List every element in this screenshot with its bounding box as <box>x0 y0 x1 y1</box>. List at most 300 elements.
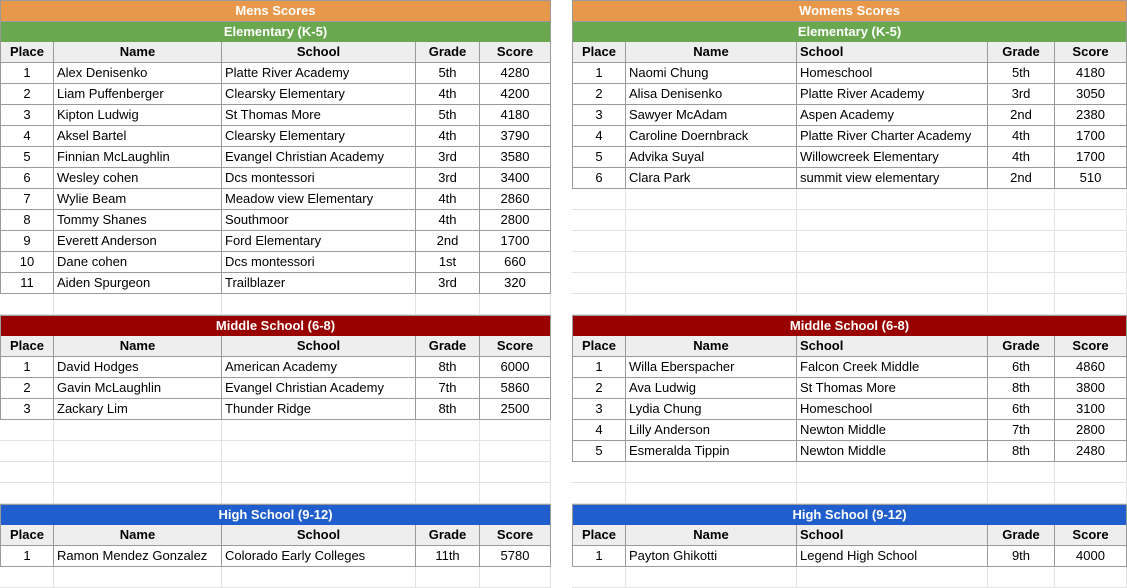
cell-name[interactable] <box>626 189 797 210</box>
cell-grade[interactable]: 4th <box>416 126 480 147</box>
cell-name[interactable]: Dane cohen <box>54 252 222 273</box>
cell-score[interactable]: 3790 <box>480 126 551 147</box>
cell-grade[interactable]: 4th <box>416 189 480 210</box>
cell-grade[interactable]: 3rd <box>416 168 480 189</box>
cell-name[interactable] <box>626 294 797 315</box>
column-header-grade[interactable]: Grade <box>416 336 480 357</box>
cell-name[interactable] <box>626 483 797 504</box>
cell-name[interactable]: David Hodges <box>54 357 222 378</box>
empty-row <box>0 420 551 441</box>
empty-row <box>0 567 551 588</box>
cell-school[interactable]: Homeschool <box>797 399 988 420</box>
empty-row <box>572 273 1127 294</box>
column-header-name[interactable]: Name <box>54 525 222 546</box>
cell-grade[interactable]: 7th <box>988 420 1055 441</box>
cell-school[interactable]: Homeschool <box>797 63 988 84</box>
cell-place[interactable]: 6 <box>0 168 54 189</box>
cell-score[interactable] <box>480 567 551 588</box>
cell-school[interactable]: Legend High School <box>797 546 988 567</box>
cell-score[interactable]: 3580 <box>480 147 551 168</box>
cell-grade[interactable]: 5th <box>416 105 480 126</box>
cell-score[interactable]: 3400 <box>480 168 551 189</box>
cell-school[interactable]: Southmoor <box>222 210 416 231</box>
table-row <box>572 126 1127 147</box>
cell-place[interactable]: 3 <box>0 105 54 126</box>
table-row <box>0 105 551 126</box>
cell-name[interactable]: Lilly Anderson <box>626 420 797 441</box>
cell-score[interactable] <box>1055 273 1127 294</box>
empty-row <box>0 294 551 315</box>
cell-name[interactable]: Ramon Mendez Gonzalez <box>54 546 222 567</box>
cell-score[interactable] <box>1055 189 1127 210</box>
cell-school[interactable]: Newton Middle <box>797 420 988 441</box>
cell-school[interactable]: American Academy <box>222 357 416 378</box>
cell-score[interactable] <box>1055 231 1127 252</box>
cell-score[interactable] <box>480 420 551 441</box>
cell-place[interactable] <box>572 231 626 252</box>
cell-name[interactable] <box>626 462 797 483</box>
cell-school[interactable]: Platte River Academy <box>222 63 416 84</box>
cell-school[interactable]: Ford Elementary <box>222 231 416 252</box>
cell-grade[interactable]: 6th <box>988 357 1055 378</box>
cell-place[interactable]: 7 <box>0 189 54 210</box>
cell-score[interactable] <box>1055 567 1127 588</box>
table-row <box>572 378 1127 399</box>
cell-grade[interactable]: 5th <box>416 63 480 84</box>
womens-elementary-title[interactable]: Elementary (K-5) <box>572 21 1127 42</box>
cell-grade[interactable] <box>988 273 1055 294</box>
cell-name[interactable]: Alex Denisenko <box>54 63 222 84</box>
cell-grade[interactable]: 3rd <box>416 147 480 168</box>
table-header-row <box>572 525 1127 546</box>
column-header-score[interactable]: Score <box>1055 42 1127 63</box>
table-row <box>0 126 551 147</box>
cell-score[interactable]: 2480 <box>1055 441 1127 462</box>
cell-place[interactable]: 11 <box>0 273 54 294</box>
column-header-score[interactable]: Score <box>1055 336 1127 357</box>
column-header-name[interactable]: Name <box>626 42 797 63</box>
column-header-school[interactable]: School <box>797 525 988 546</box>
cell-score[interactable] <box>1055 210 1127 231</box>
cell-name[interactable] <box>54 441 222 462</box>
table-row <box>0 357 551 378</box>
cell-place[interactable] <box>0 483 54 504</box>
cell-place[interactable]: 3 <box>572 105 626 126</box>
womens-scores-title[interactable]: Womens Scores <box>572 0 1127 21</box>
cell-grade[interactable] <box>988 189 1055 210</box>
table-row <box>572 399 1127 420</box>
cell-grade[interactable]: 2nd <box>988 105 1055 126</box>
cell-place[interactable]: 2 <box>572 84 626 105</box>
table-header-row <box>572 42 1127 63</box>
table-row <box>0 252 551 273</box>
cell-place[interactable]: 2 <box>572 378 626 399</box>
column-header-score[interactable]: Score <box>480 336 551 357</box>
table-row <box>572 357 1127 378</box>
cell-score[interactable]: 1700 <box>480 231 551 252</box>
cell-score[interactable]: 2500 <box>480 399 551 420</box>
column-header-score[interactable]: Score <box>1055 525 1127 546</box>
cell-place[interactable]: 5 <box>572 441 626 462</box>
cell-school[interactable]: Trailblazer <box>222 273 416 294</box>
cell-score[interactable]: 660 <box>480 252 551 273</box>
cell-school[interactable]: Colorado Early Colleges <box>222 546 416 567</box>
column-header-name[interactable]: Name <box>54 336 222 357</box>
column-header-school[interactable]: School <box>222 525 416 546</box>
cell-score[interactable]: 6000 <box>480 357 551 378</box>
table-row <box>0 189 551 210</box>
cell-school[interactable]: Clearsky Elementary <box>222 126 416 147</box>
cell-place[interactable]: 5 <box>572 147 626 168</box>
cell-school[interactable] <box>797 252 988 273</box>
cell-grade[interactable] <box>416 420 480 441</box>
cell-place[interactable] <box>572 273 626 294</box>
cell-name[interactable]: Ava Ludwig <box>626 378 797 399</box>
cell-place[interactable]: 3 <box>0 399 54 420</box>
cell-place[interactable]: 8 <box>0 210 54 231</box>
cell-school[interactable] <box>797 462 988 483</box>
cell-grade[interactable] <box>416 462 480 483</box>
cell-name[interactable]: Lydia Chung <box>626 399 797 420</box>
cell-place[interactable] <box>0 294 54 315</box>
table-row <box>0 63 551 84</box>
cell-grade[interactable]: 8th <box>416 357 480 378</box>
womens-high-table <box>572 525 1127 588</box>
column-header-place[interactable]: Place <box>572 336 626 357</box>
womens-high-title[interactable]: High School (9-12) <box>572 504 1127 525</box>
cell-score[interactable]: 1700 <box>1055 147 1127 168</box>
cell-score[interactable]: 2380 <box>1055 105 1127 126</box>
cell-grade[interactable]: 6th <box>988 399 1055 420</box>
empty-row <box>572 252 1127 273</box>
cell-grade[interactable]: 8th <box>416 399 480 420</box>
cell-grade[interactable]: 4th <box>988 126 1055 147</box>
cell-school[interactable] <box>797 273 988 294</box>
cell-grade[interactable]: 2nd <box>416 231 480 252</box>
cell-school[interactable] <box>222 483 416 504</box>
cell-place[interactable] <box>572 462 626 483</box>
cell-name[interactable] <box>626 210 797 231</box>
empty-row <box>0 441 551 462</box>
empty-row <box>0 483 551 504</box>
cell-name[interactable]: Wylie Beam <box>54 189 222 210</box>
cell-grade[interactable]: 2nd <box>988 168 1055 189</box>
cell-name[interactable]: Caroline Doernbrack <box>626 126 797 147</box>
column-header-grade[interactable]: Grade <box>416 42 480 63</box>
cell-place[interactable] <box>0 567 54 588</box>
cell-score[interactable]: 3100 <box>1055 399 1127 420</box>
table-row <box>0 378 551 399</box>
column-header-name[interactable]: Name <box>54 42 222 63</box>
cell-school[interactable] <box>797 189 988 210</box>
empty-row <box>572 210 1127 231</box>
cell-grade[interactable] <box>416 294 480 315</box>
table-row <box>572 105 1127 126</box>
cell-grade[interactable] <box>988 462 1055 483</box>
cell-score[interactable] <box>1055 294 1127 315</box>
cell-grade[interactable] <box>988 231 1055 252</box>
cell-name[interactable]: Tommy Shanes <box>54 210 222 231</box>
table-header-row <box>0 42 551 63</box>
cell-grade[interactable]: 3rd <box>416 273 480 294</box>
cell-grade[interactable]: 4th <box>988 147 1055 168</box>
cell-place[interactable]: 1 <box>572 63 626 84</box>
cell-name[interactable]: Esmeralda Tippin <box>626 441 797 462</box>
womens-elementary-table <box>572 42 1127 315</box>
cell-school[interactable]: Meadow view Elementary <box>222 189 416 210</box>
cell-score[interactable]: 2800 <box>1055 420 1127 441</box>
cell-score[interactable]: 4180 <box>1055 63 1127 84</box>
cell-grade[interactable] <box>988 483 1055 504</box>
cell-school[interactable]: Dcs montessori <box>222 168 416 189</box>
cell-name[interactable] <box>54 483 222 504</box>
mens-elementary-table <box>0 42 551 315</box>
table-header-row <box>0 525 551 546</box>
table-row <box>0 84 551 105</box>
column-header-name[interactable]: Name <box>626 525 797 546</box>
cell-school[interactable]: St Thomas More <box>222 105 416 126</box>
cell-score[interactable]: 5780 <box>480 546 551 567</box>
cell-grade[interactable] <box>416 483 480 504</box>
cell-place[interactable]: 5 <box>0 147 54 168</box>
table-row <box>0 231 551 252</box>
column-header-school[interactable]: School <box>797 42 988 63</box>
cell-score[interactable] <box>480 441 551 462</box>
cell-name[interactable]: Everett Anderson <box>54 231 222 252</box>
empty-row <box>572 483 1127 504</box>
cell-name[interactable]: Aksel Bartel <box>54 126 222 147</box>
mens-middle-title[interactable]: Middle School (6-8) <box>0 315 551 336</box>
cell-place[interactable]: 4 <box>572 126 626 147</box>
cell-name[interactable]: Aiden Spurgeon <box>54 273 222 294</box>
table-row <box>0 273 551 294</box>
cell-score[interactable]: 320 <box>480 273 551 294</box>
cell-score[interactable]: 4180 <box>480 105 551 126</box>
cell-score[interactable]: 1700 <box>1055 126 1127 147</box>
cell-school[interactable]: Willowcreek Elementary <box>797 147 988 168</box>
cell-school[interactable] <box>797 294 988 315</box>
table-row <box>572 441 1127 462</box>
cell-name[interactable]: Finnian McLaughlin <box>54 147 222 168</box>
cell-name[interactable] <box>54 294 222 315</box>
empty-row <box>572 231 1127 252</box>
column-header-place[interactable]: Place <box>572 525 626 546</box>
cell-school[interactable] <box>797 210 988 231</box>
cell-score[interactable]: 5860 <box>480 378 551 399</box>
cell-school[interactable] <box>222 420 416 441</box>
cell-place[interactable]: 1 <box>0 357 54 378</box>
cell-school[interactable]: summit view elementary <box>797 168 988 189</box>
empty-row <box>572 567 1127 588</box>
cell-name[interactable] <box>626 273 797 294</box>
cell-place[interactable] <box>572 252 626 273</box>
table-row <box>572 546 1127 567</box>
empty-row <box>572 189 1127 210</box>
cell-school[interactable]: Evangel Christian Academy <box>222 147 416 168</box>
cell-school[interactable]: Newton Middle <box>797 441 988 462</box>
cell-name[interactable] <box>54 420 222 441</box>
mens-middle-table <box>0 336 551 504</box>
cell-name[interactable]: Clara Park <box>626 168 797 189</box>
table-header-row <box>572 336 1127 357</box>
table-row <box>572 63 1127 84</box>
cell-grade[interactable]: 1st <box>416 252 480 273</box>
cell-score[interactable]: 3050 <box>1055 84 1127 105</box>
cell-name[interactable] <box>626 231 797 252</box>
cell-score[interactable]: 4860 <box>1055 357 1127 378</box>
cell-name[interactable]: Payton Ghikotti <box>626 546 797 567</box>
cell-place[interactable] <box>0 462 54 483</box>
cell-school[interactable]: Clearsky Elementary <box>222 84 416 105</box>
table-row <box>0 210 551 231</box>
mens-scores-title[interactable]: Mens Scores <box>0 0 551 21</box>
empty-row <box>572 294 1127 315</box>
cell-score[interactable]: 2800 <box>480 210 551 231</box>
column-header-grade[interactable]: Grade <box>416 525 480 546</box>
table-row <box>0 168 551 189</box>
cell-grade[interactable] <box>416 441 480 462</box>
cell-school[interactable] <box>797 231 988 252</box>
table-row <box>0 399 551 420</box>
womens-middle-title[interactable]: Middle School (6-8) <box>572 315 1127 336</box>
cell-grade[interactable]: 8th <box>988 441 1055 462</box>
cell-grade[interactable]: 9th <box>988 546 1055 567</box>
cell-place[interactable]: 6 <box>572 168 626 189</box>
mens-high-table <box>0 525 551 588</box>
column-header-school[interactable]: School <box>222 42 416 63</box>
cell-place[interactable]: 1 <box>572 546 626 567</box>
table-row <box>572 168 1127 189</box>
column-header-school[interactable]: School <box>222 336 416 357</box>
column-header-place[interactable]: Place <box>572 42 626 63</box>
cell-name[interactable]: Alisa Denisenko <box>626 84 797 105</box>
cell-school[interactable] <box>222 462 416 483</box>
table-row <box>0 147 551 168</box>
cell-grade[interactable] <box>988 252 1055 273</box>
cell-grade[interactable] <box>988 294 1055 315</box>
womens-scores-panel <box>572 0 1127 588</box>
cell-school[interactable] <box>797 483 988 504</box>
cell-score[interactable] <box>1055 462 1127 483</box>
cell-school[interactable] <box>222 441 416 462</box>
cell-place[interactable]: 1 <box>0 63 54 84</box>
cell-school[interactable]: St Thomas More <box>797 378 988 399</box>
cell-score[interactable] <box>480 483 551 504</box>
cell-school[interactable]: Thunder Ridge <box>222 399 416 420</box>
cell-place[interactable] <box>572 189 626 210</box>
cell-school[interactable]: Platte River Academy <box>797 84 988 105</box>
cell-name[interactable]: Sawyer McAdam <box>626 105 797 126</box>
cell-place[interactable]: 3 <box>572 399 626 420</box>
cell-school[interactable] <box>797 567 988 588</box>
cell-place[interactable] <box>572 483 626 504</box>
mens-high-title[interactable]: High School (9-12) <box>0 504 551 525</box>
cell-school[interactable]: Falcon Creek Middle <box>797 357 988 378</box>
cell-name[interactable] <box>626 252 797 273</box>
column-header-grade[interactable]: Grade <box>988 525 1055 546</box>
cell-place[interactable]: 2 <box>0 84 54 105</box>
cell-school[interactable]: Dcs montessori <box>222 252 416 273</box>
cell-score[interactable]: 3800 <box>1055 378 1127 399</box>
cell-name[interactable]: Kipton Ludwig <box>54 105 222 126</box>
cell-school[interactable]: Evangel Christian Academy <box>222 378 416 399</box>
cell-place[interactable]: 10 <box>0 252 54 273</box>
cell-place[interactable]: 4 <box>0 126 54 147</box>
cell-place[interactable] <box>0 420 54 441</box>
cell-place[interactable]: 1 <box>572 357 626 378</box>
cell-name[interactable]: Liam Puffenberger <box>54 84 222 105</box>
cell-place[interactable] <box>572 210 626 231</box>
cell-place[interactable]: 1 <box>0 546 54 567</box>
cell-name[interactable] <box>54 567 222 588</box>
column-header-score[interactable]: Score <box>480 42 551 63</box>
cell-place[interactable] <box>572 567 626 588</box>
column-header-name[interactable]: Name <box>626 336 797 357</box>
cell-score[interactable]: 2860 <box>480 189 551 210</box>
column-header-grade[interactable]: Grade <box>988 336 1055 357</box>
column-header-score[interactable]: Score <box>480 525 551 546</box>
cell-score[interactable] <box>1055 252 1127 273</box>
table-header-row <box>0 336 551 357</box>
cell-grade[interactable] <box>988 567 1055 588</box>
cell-score[interactable]: 4000 <box>1055 546 1127 567</box>
mens-scores-panel <box>0 0 551 588</box>
column-header-place[interactable]: Place <box>0 336 54 357</box>
column-header-place[interactable]: Place <box>0 42 54 63</box>
cell-place[interactable]: 2 <box>0 378 54 399</box>
table-row <box>0 546 551 567</box>
cell-place[interactable]: 9 <box>0 231 54 252</box>
cell-grade[interactable]: 7th <box>416 378 480 399</box>
cell-grade[interactable]: 4th <box>416 210 480 231</box>
cell-grade[interactable] <box>988 210 1055 231</box>
cell-place[interactable] <box>0 441 54 462</box>
cell-score[interactable]: 510 <box>1055 168 1127 189</box>
cell-name[interactable]: Wesley cohen <box>54 168 222 189</box>
column-header-grade[interactable]: Grade <box>988 42 1055 63</box>
cell-grade[interactable]: 11th <box>416 546 480 567</box>
cell-school[interactable] <box>222 567 416 588</box>
cell-score[interactable]: 4280 <box>480 63 551 84</box>
cell-name[interactable] <box>626 567 797 588</box>
table-row <box>572 420 1127 441</box>
cell-school[interactable]: Platte River Charter Academy <box>797 126 988 147</box>
column-header-school[interactable]: School <box>797 336 988 357</box>
mens-elementary-title[interactable]: Elementary (K-5) <box>0 21 551 42</box>
empty-row <box>0 462 551 483</box>
cell-score[interactable] <box>1055 483 1127 504</box>
cell-school[interactable] <box>222 294 416 315</box>
cell-name[interactable]: Advika Suyal <box>626 147 797 168</box>
cell-name[interactable] <box>54 462 222 483</box>
cell-name[interactable]: Willa Eberspacher <box>626 357 797 378</box>
cell-grade[interactable]: 4th <box>416 84 480 105</box>
cell-grade[interactable]: 3rd <box>988 84 1055 105</box>
cell-name[interactable]: Naomi Chung <box>626 63 797 84</box>
cell-score[interactable] <box>480 294 551 315</box>
cell-grade[interactable]: 8th <box>988 378 1055 399</box>
cell-grade[interactable] <box>416 567 480 588</box>
cell-place[interactable]: 4 <box>572 420 626 441</box>
cell-grade[interactable]: 5th <box>988 63 1055 84</box>
cell-name[interactable]: Zackary Lim <box>54 399 222 420</box>
column-header-place[interactable]: Place <box>0 525 54 546</box>
cell-score[interactable]: 4200 <box>480 84 551 105</box>
cell-school[interactable]: Aspen Academy <box>797 105 988 126</box>
cell-name[interactable]: Gavin McLaughlin <box>54 378 222 399</box>
cell-place[interactable] <box>572 294 626 315</box>
cell-score[interactable] <box>480 462 551 483</box>
